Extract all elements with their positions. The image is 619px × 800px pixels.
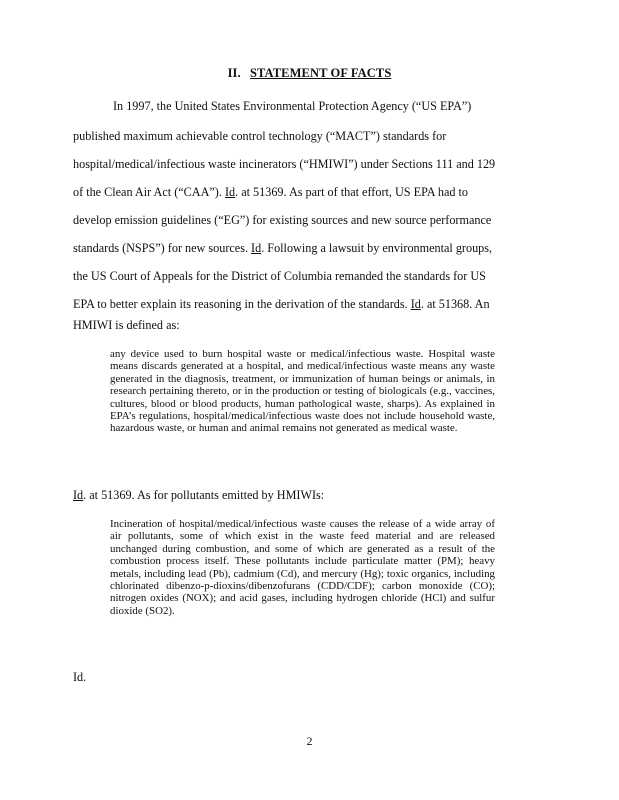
id-citation: Id — [73, 488, 84, 502]
citation1-text: . at 51369. As for pollutants emitted by HMIWIs: — [83, 488, 325, 502]
section-number: II. — [227, 66, 241, 80]
section-heading — [0, 66, 619, 81]
paragraph1-line8-text-b: . at 51368. An — [420, 297, 490, 311]
paragraph1-line8 — [73, 297, 490, 311]
citation1-line — [73, 488, 324, 502]
paragraph1-line5: develop emission guidelines (“EG”) for existing sources and new source performance — [73, 213, 492, 227]
paragraph1-line6 — [73, 241, 492, 255]
paragraph1-line2: published maximum achievable control technology (“MACT”) standards for — [73, 129, 447, 143]
paragraph1-line1: In 1997, the United States Environmental Protection Agency (“US EPA”) — [113, 99, 472, 113]
page-number: 2 — [306, 734, 313, 748]
id-citation: Id — [251, 241, 262, 255]
block-quote-pollutants: Incineration of hospital/medical/infectious waste causes the release of a wide array of air pollutants, some of which exist in the waste feed material and are released unchanged during combustion, and some of which are generated as a result of the combustion process itself. These pollutants include particulate matter (PM); heavy metals, including lead (Pb), cadmium (Cd), and mercury (Hg); toxic organics, including chlorinated dibenzo-p-dioxins/dibenzofurans (CDD/CDF); carbon monoxide (CO); nitrogen oxides (NOX); and acid gases, including hydrogen chloride (HCl) and sulfur dioxide (SO2). — [110, 518, 495, 617]
paragraph1-line9: HMIWI is defined as: — [73, 318, 180, 332]
paragraph1-line7: the US Court of Appeals for the District of Columbia remanded the standards for US — [73, 269, 486, 283]
id-citation: Id — [224, 185, 236, 199]
paragraph1-line4 — [73, 185, 468, 199]
block-quote-hmiwi-definition: any device used to burn hospital waste or medical/infectious waste. Hospital waste means discards generated at a hospital, and medical/infectious waste means any waste generated in the diagnosis, treatment, or immunization of human beings or animals, in research pertaining thereto, or in the production or testing of biologicals (e.g., vaccines, cultures, blood or blood products, human pathological waste, sharps). As explained in EPA’s regulations, hospital/medical/infectious waste does not include household waste, hazardous waste, or human and animal remains not generated as medical waste. — [110, 348, 495, 435]
section-title: STATEMENT OF FACTS — [249, 66, 392, 80]
id-citation: Id — [410, 297, 421, 311]
paragraph1-line8-text-a: EPA to better explain its reasoning in the derivation of the standards. — [73, 297, 408, 311]
paragraph1-line6-text-b: . Following a lawsuit by environmental groups, — [261, 241, 493, 255]
paragraph1-line6-text-a: standards (NSPS”) for new sources. — [73, 241, 248, 255]
paragraph1-line4-text-a: of the Clean Air Act (“CAA”). — [73, 185, 222, 199]
paragraph1-line3: hospital/medical/infectious waste incinerators (“HMIWI”) under Sections 111 and 129 — [73, 157, 496, 171]
paragraph1-line4-text-b: . at 51369. As part of that effort, US EPA had to — [235, 185, 469, 199]
citation2: Id. — [73, 670, 87, 684]
